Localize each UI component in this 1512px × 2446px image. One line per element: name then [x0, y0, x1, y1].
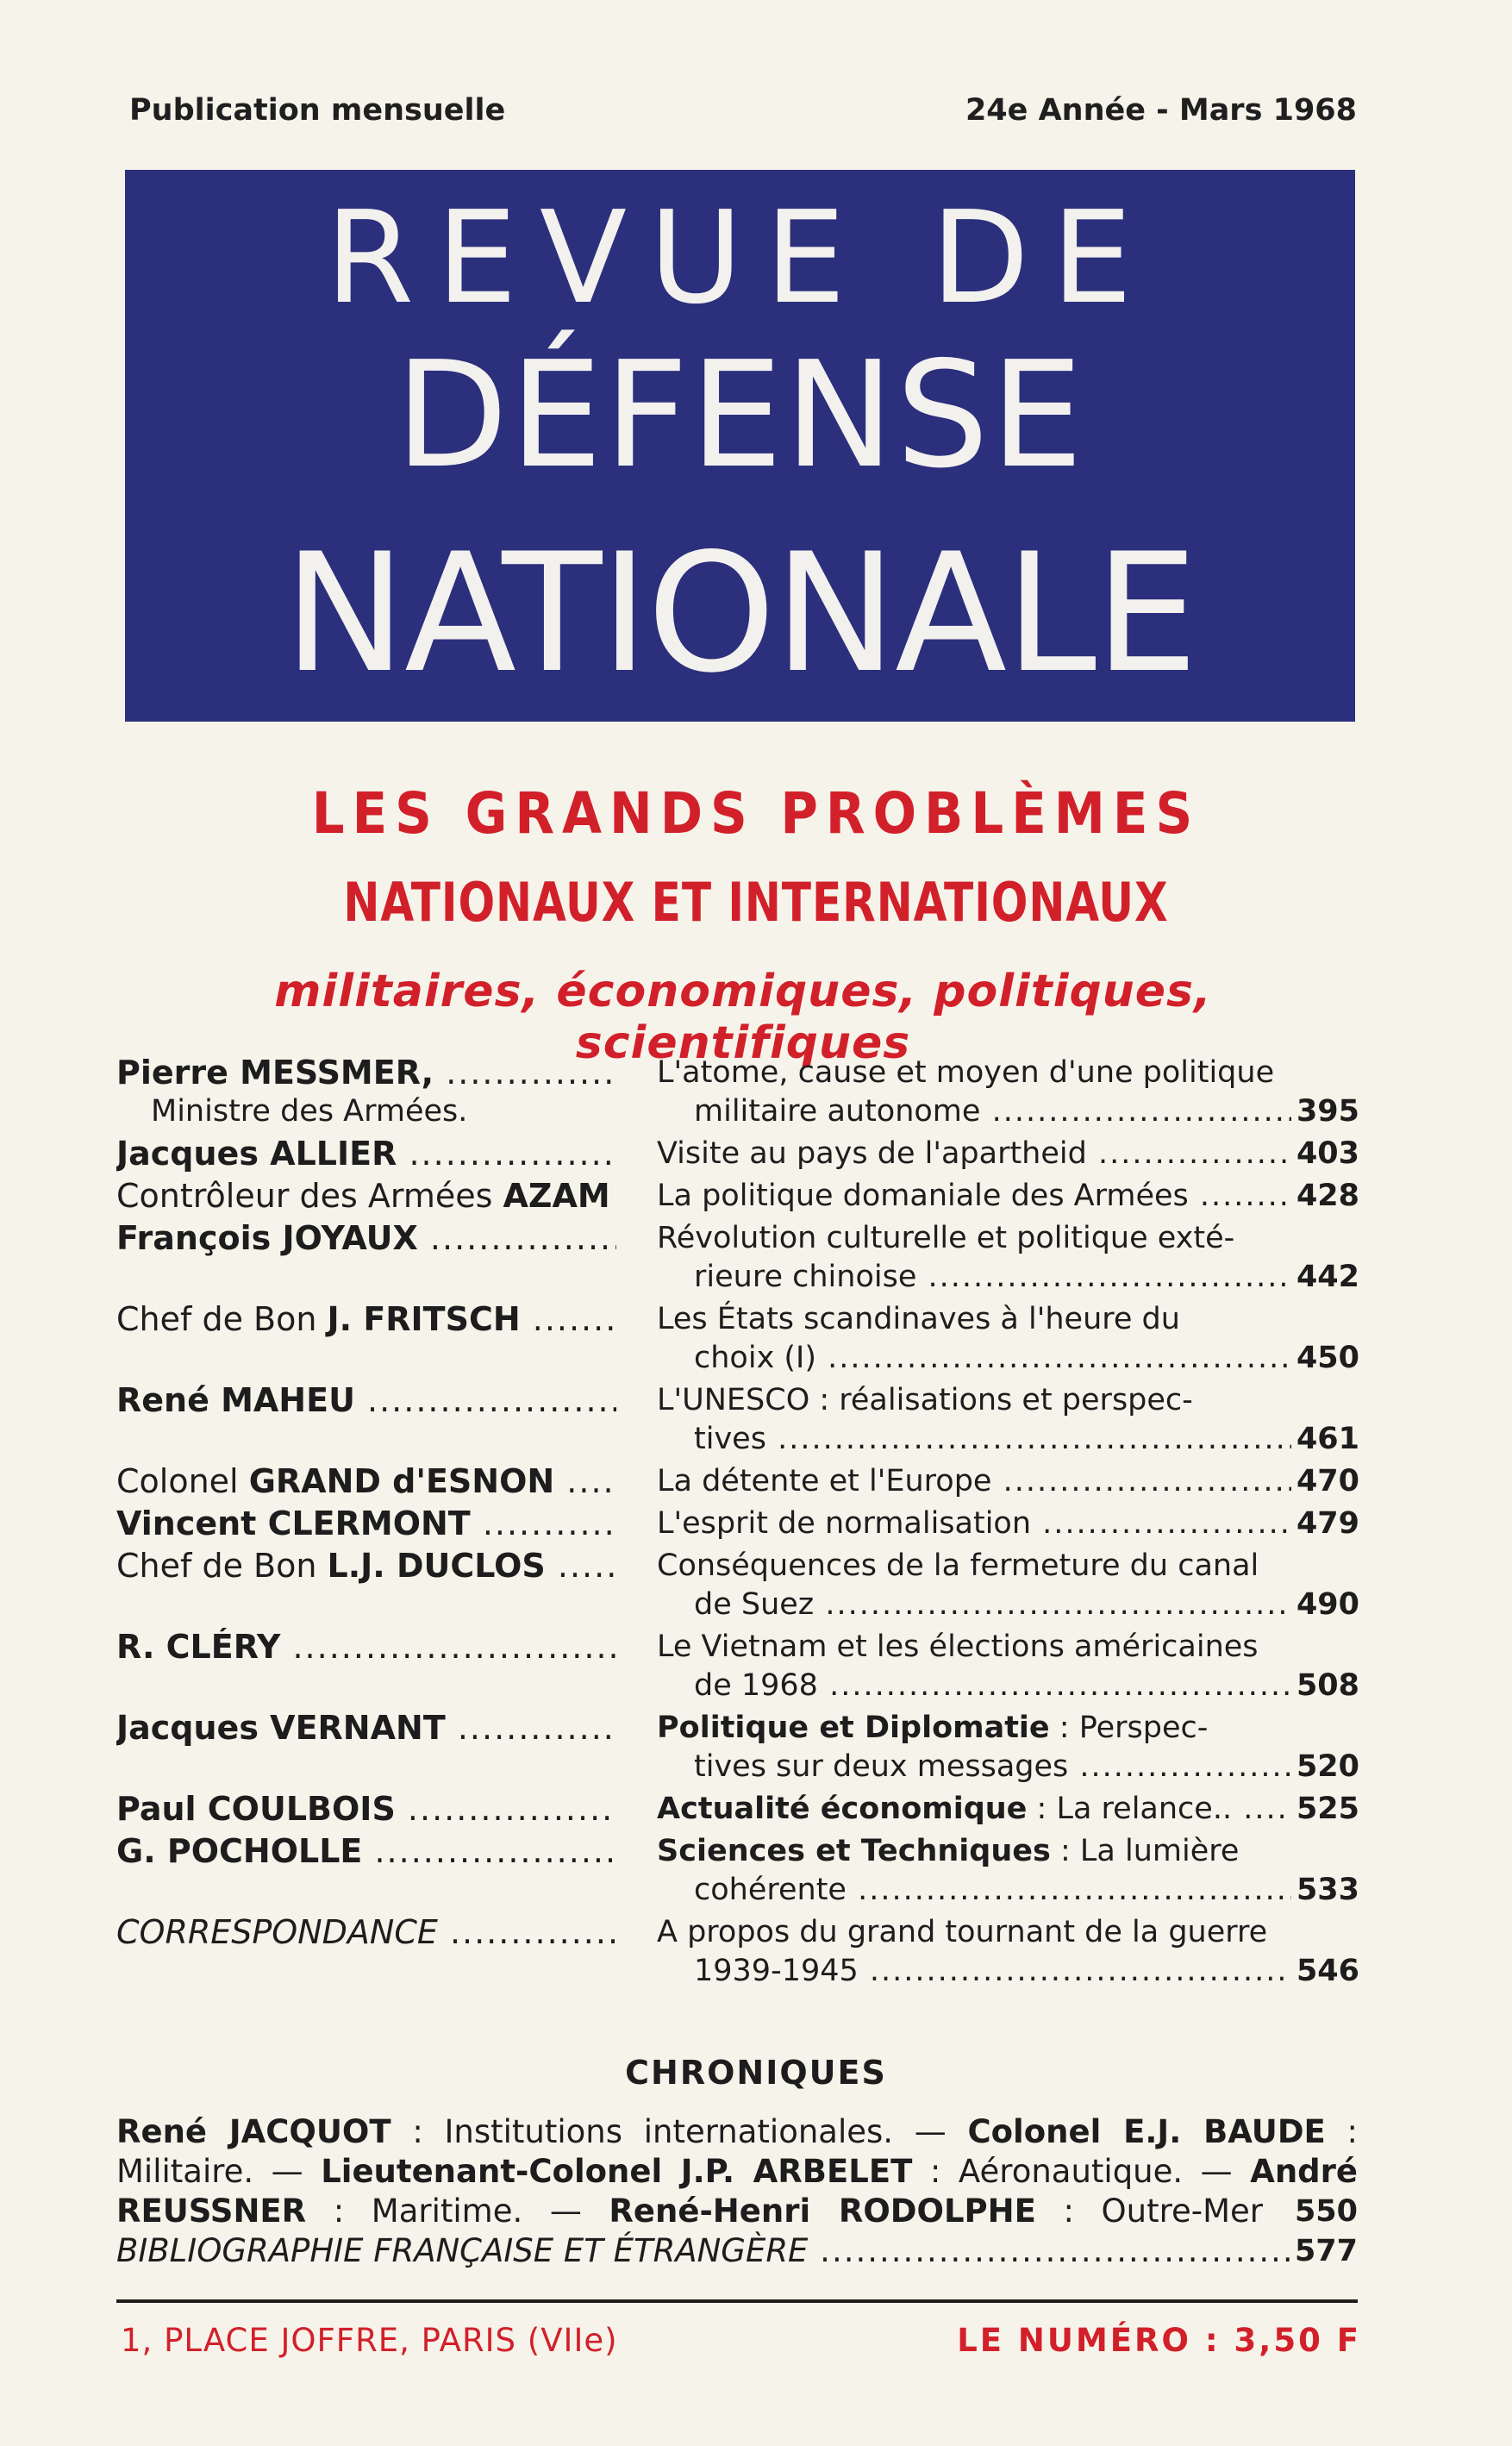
toc-author-name: G. POCHOLLE [116, 1832, 363, 1870]
toc-rubric: Sciences et Techniques [657, 1834, 1051, 1868]
toc-title-line [657, 1952, 1359, 1991]
toc-title-text: militaire autonome [694, 1094, 981, 1129]
price: LE NUMÉRO : 3,50 F [957, 2322, 1361, 2359]
toc-author-lead [116, 1628, 616, 1666]
toc-author-prefix: Chef de Bon [116, 1547, 328, 1585]
toc-title [657, 1462, 1359, 1501]
toc-author-lead [116, 1790, 616, 1828]
toc-title-line [657, 1462, 1359, 1501]
bibliography-text: BIBLIOGRAPHIE FRANÇAISE ET ÉTRANGÈRE [116, 2232, 809, 2269]
toc-title [657, 1709, 1359, 1786]
toc-author-prefix: Chef de Bon [116, 1300, 328, 1338]
toc-title-line [657, 1219, 1359, 1258]
toc-title-line [657, 1913, 1359, 1952]
toc-title-text: tives [694, 1422, 766, 1456]
chroniques-line-1 [116, 2112, 1358, 2152]
toc-author-name: Pierre MESSMER, [116, 1054, 434, 1092]
chron-text: Militaire. — [116, 2153, 322, 2190]
leader-dots [766, 1422, 1359, 1456]
chron-author-jacquot: René JACQUOT [116, 2113, 391, 2150]
toc-title-text: La détente et l'Europe [657, 1464, 992, 1498]
toc-author [116, 1505, 616, 1543]
chron-author-arbelet: Lieutenant-Colonel J.P. ARBELET [321, 2153, 913, 2190]
toc-author-lead [116, 1547, 616, 1585]
chron-text: : Maritime. — [306, 2193, 609, 2230]
toc-title [657, 1547, 1359, 1624]
issue-info: 24e Année - Mars 1968 [965, 93, 1357, 128]
leader-dots [859, 1954, 1359, 1988]
toc-author-lead [116, 1300, 616, 1338]
footer-rule [116, 2299, 1358, 2303]
toc-author [116, 1177, 616, 1216]
toc-author-name: Jacques VERNANT [116, 1709, 446, 1747]
toc-title [657, 1054, 1359, 1131]
toc-title [657, 1300, 1359, 1378]
chroniques-line-3 [116, 2192, 1358, 2231]
toc-author [116, 1381, 616, 1420]
toc-title-line [657, 1092, 1359, 1131]
leader-dots [808, 2232, 1358, 2269]
toc-author [116, 1462, 616, 1501]
masthead-line-1: REVUE DE [325, 184, 1155, 332]
chroniques-page: 550 [1290, 2193, 1358, 2231]
masthead-line-2: DÉFENSE [395, 330, 1085, 501]
toc-page-number: 470 [1291, 1462, 1359, 1501]
toc-author [116, 1709, 616, 1748]
toc-author-lead [116, 1135, 616, 1173]
chron-text: : Aéronautique. — [912, 2153, 1251, 2190]
toc-title-text: La politique domaniale des Armées [657, 1179, 1189, 1213]
toc-title-text: : Perspec- [1049, 1711, 1209, 1745]
toc-title-text: : La relance.. [1027, 1792, 1233, 1826]
toc-title-text: L'UNESCO : réalisations et perspec- [657, 1383, 1193, 1417]
toc-author-name: Vincent CLERMONT [116, 1505, 471, 1542]
toc-title-line [657, 1667, 1359, 1705]
toc-author-lead [116, 1709, 616, 1747]
toc-page-number: 533 [1291, 1871, 1359, 1910]
toc-author-prefix: Colonel [116, 1462, 249, 1500]
toc-title-line [657, 1505, 1359, 1543]
chron-text: : [1325, 2113, 1359, 2150]
address: 1, PLACE JOFFRE, PARIS (VIIe) [121, 2322, 618, 2359]
toc-title-line [657, 1628, 1359, 1667]
toc-author-name: François JOYAUX [116, 1219, 418, 1257]
toc-author-lead [116, 1381, 616, 1419]
toc-title-line [657, 1871, 1359, 1910]
toc-title-line [657, 1054, 1359, 1092]
toc-title [657, 1832, 1359, 1910]
toc-title-text: Visite au pays de l'apartheid [657, 1136, 1087, 1171]
toc-title-text: de Suez [694, 1587, 815, 1622]
toc-title-line [657, 1709, 1359, 1748]
toc-author-lead [116, 1177, 616, 1215]
leader-dots [816, 1341, 1359, 1375]
toc-author [116, 1628, 616, 1667]
toc-author [116, 1547, 616, 1586]
toc-title-line [657, 1586, 1359, 1624]
toc-title [657, 1913, 1359, 1991]
toc-page-number: 490 [1291, 1586, 1359, 1624]
chron-text: : Institutions internationales. — [390, 2113, 968, 2150]
toc-title-line [657, 1339, 1359, 1378]
toc-author-subtitle: Ministre des Armées. [151, 1094, 468, 1129]
chron-author-andre: André [1250, 2153, 1359, 2190]
toc-title-text: rieure chinoise [694, 1260, 917, 1294]
toc-author [116, 1790, 616, 1829]
toc-title-text: A propos du grand tournant de la guerre [657, 1915, 1268, 1949]
chron-author-reussner: REUSSNER [116, 2193, 307, 2230]
toc-author-lead [116, 1462, 616, 1500]
toc-author-prefix: CORRESPONDANCE [116, 1913, 438, 1951]
toc-page-number: 461 [1291, 1420, 1359, 1459]
toc-title-text: 1939-1945 [694, 1954, 859, 1988]
toc-page-number: 479 [1291, 1505, 1359, 1543]
leader-dots [818, 1668, 1359, 1703]
chroniques-block [116, 2112, 1358, 2271]
toc-rubric: Actualité économique [657, 1792, 1028, 1826]
toc-author-name: L.J. DUCLOS [327, 1547, 546, 1585]
toc-page-number: 395 [1291, 1092, 1359, 1131]
toc-title-line [657, 1547, 1359, 1586]
toc-author-name: René MAHEU [116, 1381, 355, 1419]
toc-author [116, 1054, 616, 1131]
toc-title-text: tives sur deux messages [694, 1749, 1069, 1784]
toc-title-line [657, 1300, 1359, 1339]
top-line [129, 93, 1357, 128]
bibliography-line [116, 2231, 1358, 2271]
toc-author-lead [116, 1832, 616, 1870]
toc-page-number: 442 [1291, 1258, 1359, 1297]
chron-text: : Outre-Mer [1035, 2193, 1263, 2230]
heading-line-1: LES GRANDS PROBLÈMES [311, 780, 1201, 847]
bibliography-page: 577 [1290, 2232, 1358, 2271]
toc-title-text: : La lumière [1050, 1834, 1240, 1868]
subheading: militaires, économiques, politiques, scientifiques [274, 966, 1212, 1069]
chron-author-baude: Colonel E.J. BAUDE [967, 2113, 1326, 2150]
toc-author-name: AZAM [503, 1177, 610, 1215]
toc-title-text: Le Vietnam et les élections américaines [657, 1630, 1259, 1664]
toc-title-line [657, 1381, 1359, 1420]
toc-title-text: Conséquences de la fermeture du canal [657, 1548, 1259, 1583]
footer [121, 2322, 1361, 2359]
periodicity: Publication mensuelle [129, 93, 506, 128]
toc-author-name: GRAND d'ESNON [248, 1462, 555, 1500]
toc-title-line [657, 1420, 1359, 1459]
toc-title [657, 1135, 1359, 1173]
toc-title-text: cohérente [694, 1873, 847, 1907]
toc-title [657, 1505, 1359, 1543]
leader-dots [814, 1587, 1359, 1622]
masthead-line-3: NATIONALE [283, 518, 1196, 709]
toc-page-number: 520 [1291, 1748, 1359, 1786]
toc-author-name: Paul COULBOIS [116, 1790, 396, 1828]
toc-page-number: 508 [1291, 1667, 1359, 1705]
toc-title-line [657, 1258, 1359, 1297]
chroniques-line-2 [116, 2152, 1358, 2192]
toc-page-number: 525 [1291, 1790, 1359, 1829]
toc-author-lead [116, 1054, 616, 1092]
toc-title-line [657, 1135, 1359, 1173]
toc-title-line [657, 1790, 1359, 1829]
chron-author-rodolphe: René-Henri RODOLPHE [609, 2193, 1036, 2230]
toc-rubric: Politique et Diplomatie [657, 1711, 1050, 1745]
toc-author-prefix: Contrôleur des Armées [116, 1177, 503, 1215]
toc-author-name: R. CLÉRY [116, 1628, 281, 1666]
toc-page-number: 403 [1291, 1135, 1359, 1173]
toc-title-line [657, 1177, 1359, 1216]
toc-author [116, 1300, 616, 1339]
toc-page-number: 428 [1291, 1177, 1359, 1216]
toc-author [116, 1135, 616, 1173]
toc-title-text: L'atome, cause et moyen d'une politique [657, 1055, 1275, 1090]
toc-title-line [657, 1748, 1359, 1786]
toc-title-text: L'esprit de normalisation [657, 1506, 1032, 1541]
toc-title [657, 1790, 1359, 1829]
toc-author-lead [116, 1505, 616, 1542]
toc-author [116, 1219, 616, 1258]
toc-title [657, 1381, 1359, 1459]
toc-title [657, 1219, 1359, 1297]
toc-page-number: 546 [1291, 1952, 1359, 1991]
toc-title-line [657, 1832, 1359, 1871]
toc-title-text: choix (I) [694, 1341, 817, 1375]
toc-author [116, 1832, 616, 1871]
chroniques-title: CHRONIQUES [625, 2054, 887, 2092]
toc-title-text: Les États scandinaves à l'heure du [657, 1302, 1180, 1336]
toc-author-name: J. FRITSCH [327, 1300, 521, 1338]
toc-author-name: Jacques ALLIER [116, 1135, 397, 1173]
toc-author-lead [116, 1219, 616, 1257]
heading-line-2: NATIONAUX ET INTERNATIONAUX [343, 871, 1169, 934]
toc-title-text: Révolution culturelle et politique exté- [657, 1221, 1235, 1255]
toc-title [657, 1177, 1359, 1216]
toc-author [116, 1913, 616, 1952]
toc-author-lead [116, 1913, 616, 1951]
toc-title-text: de 1968 [694, 1668, 818, 1703]
masthead [125, 170, 1355, 722]
toc-page-number: 450 [1291, 1339, 1359, 1378]
bibliography-label [116, 2232, 1358, 2269]
toc-title [657, 1628, 1359, 1705]
leader-dots [847, 1873, 1359, 1907]
